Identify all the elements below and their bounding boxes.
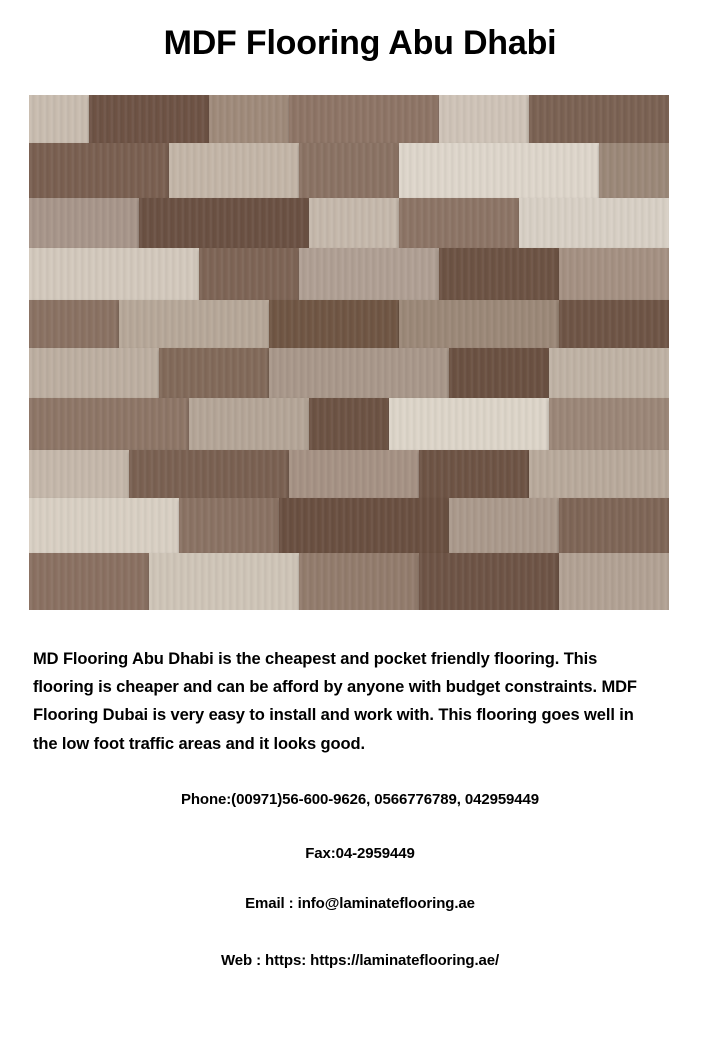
- contact-fax: Fax:04-2959449: [305, 845, 415, 862]
- contact-phone: Phone:(00971)56-600-9626, 0566776789, 042959449: [180, 791, 540, 808]
- body-paragraph: MD Flooring Abu Dhabi is the cheapest and pocket friendly flooring. This flooring is cheaper and can be afford by anyone with budget constraints. MDF Flooring Dubai is very easy to install and work with. This flooring goes well in the low foot traffic areas and it looks good.: [33, 649, 637, 753]
- contact-email: Email : info@laminateflooring.ae: [245, 895, 475, 912]
- contact-web: Web : https: https://laminateflooring.ae/: [220, 952, 500, 969]
- hero-image: [29, 95, 669, 610]
- page-title: MDF Flooring Abu Dhabi: [163, 24, 557, 62]
- wood-plank-wall-image: [29, 95, 669, 610]
